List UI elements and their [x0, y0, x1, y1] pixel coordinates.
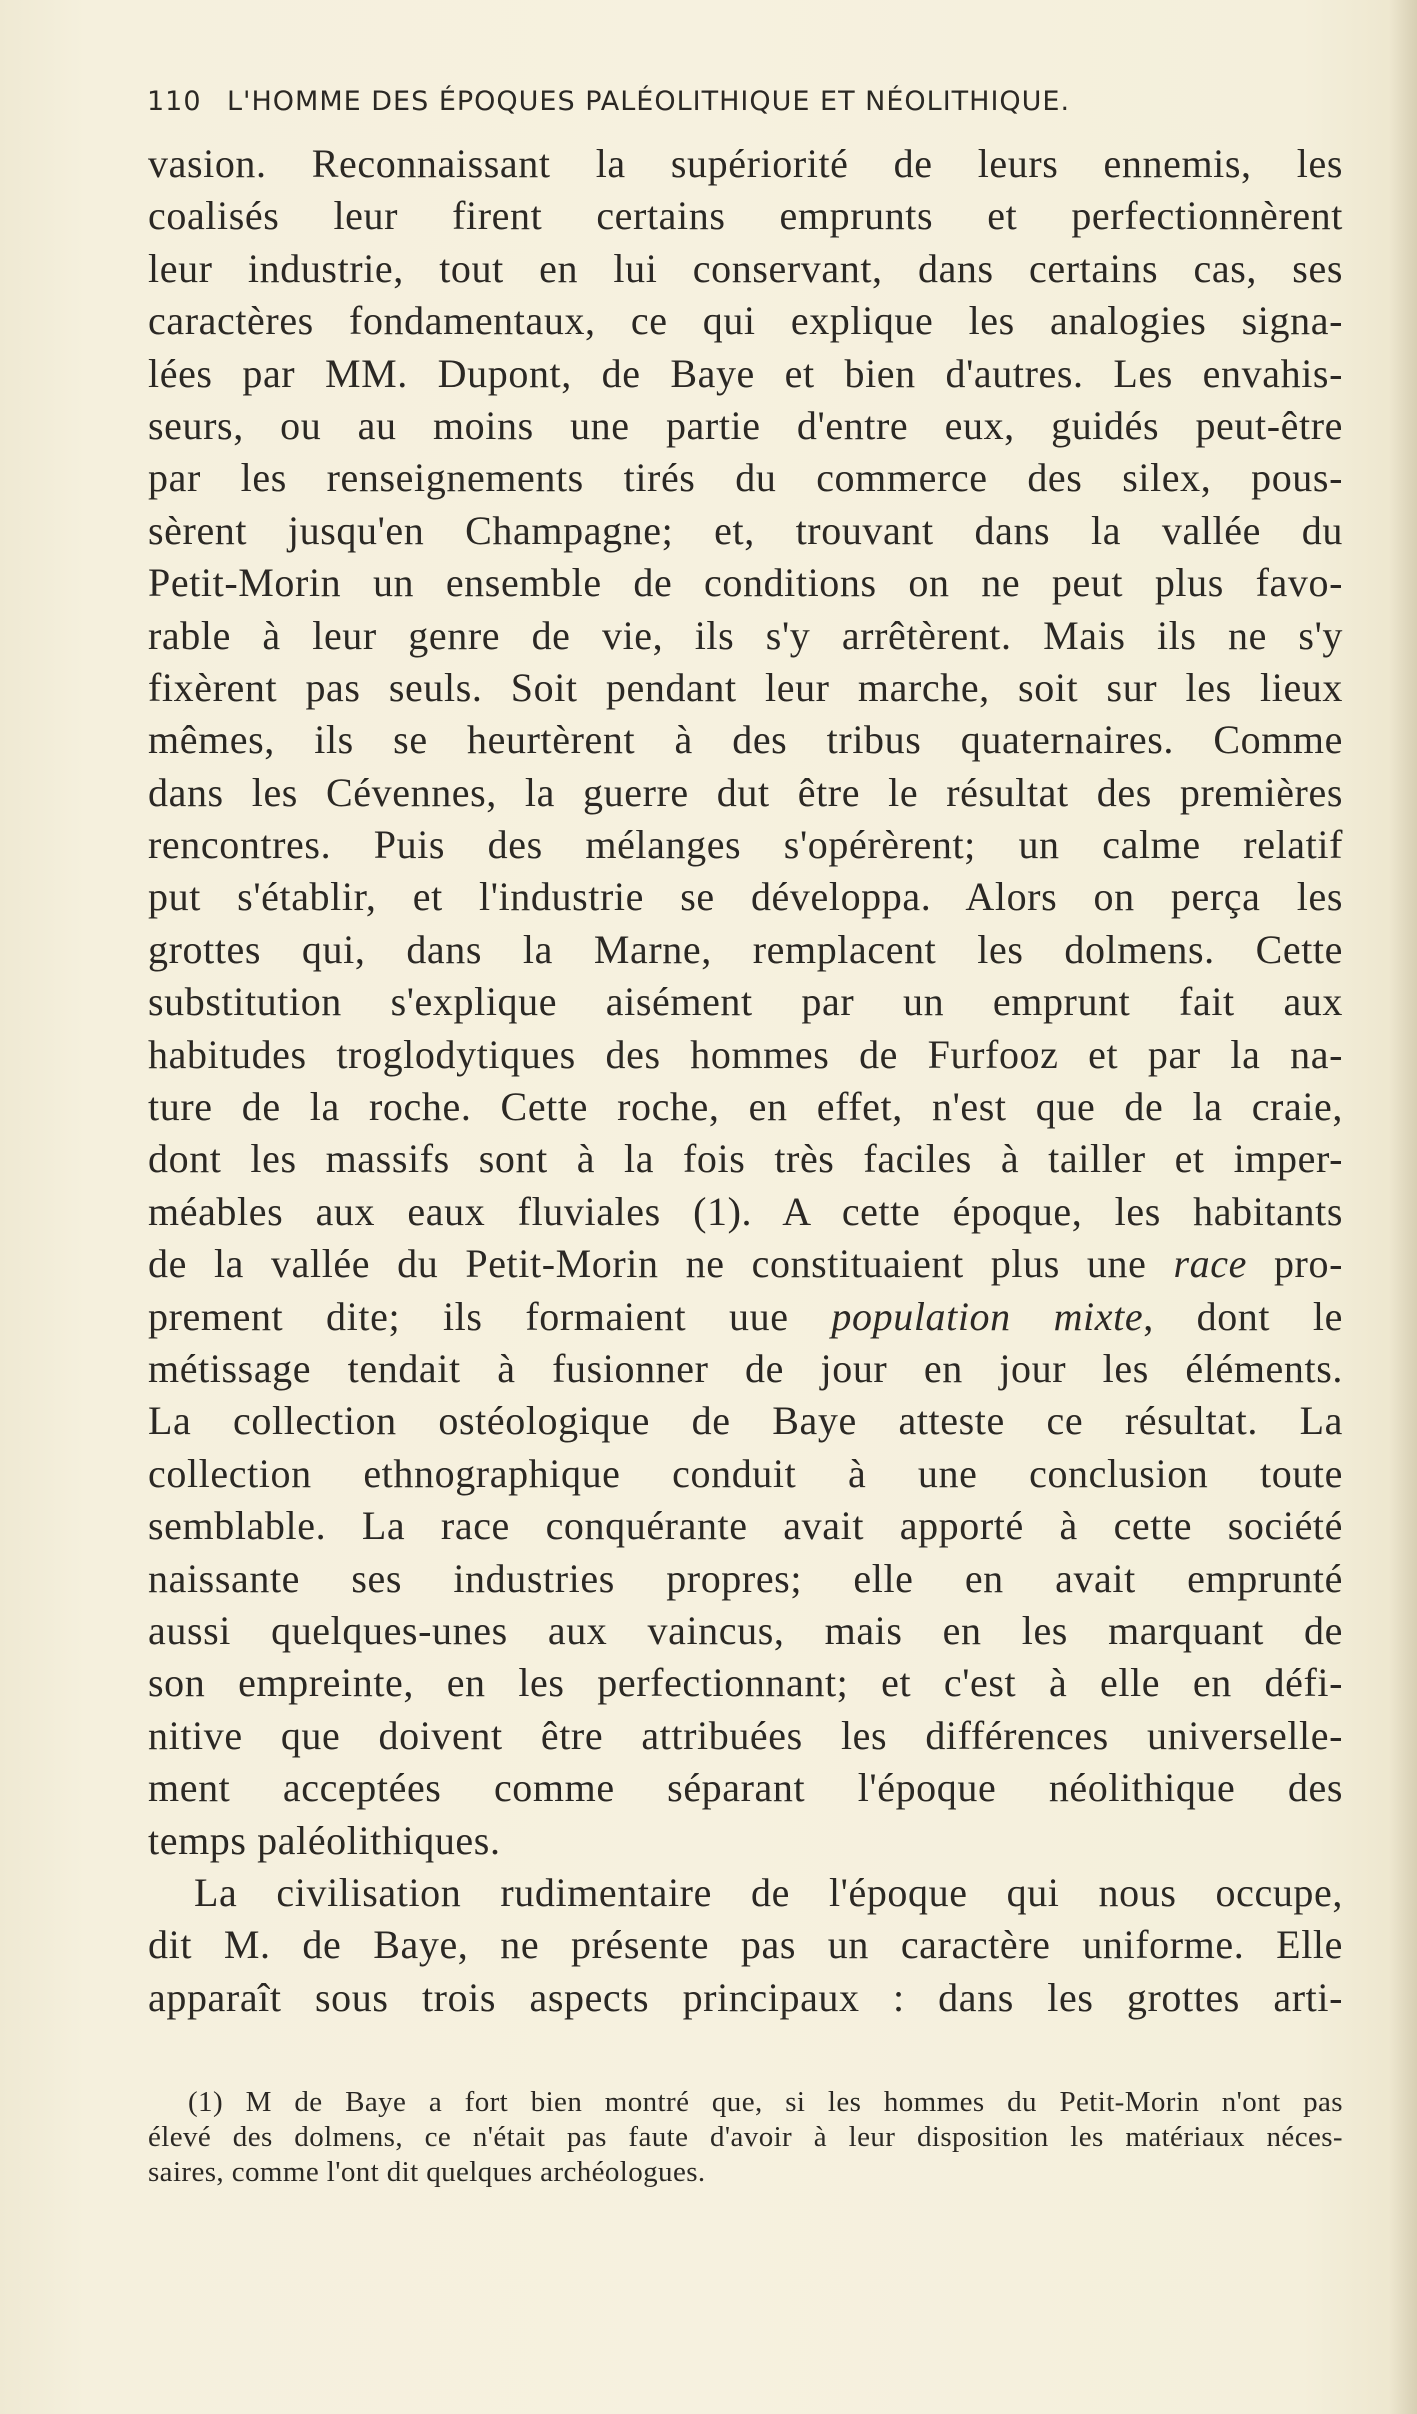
text-line-mixed — [148, 1291, 1343, 1343]
text-line: apparaît sous trois aspects principaux : dans les grottes arti- — [148, 1974, 1343, 2020]
text-line: leur industrie, tout en lui conservant, dans certains cas, ses — [148, 245, 1343, 291]
italic-race: race — [1173, 1241, 1247, 1287]
text-line: par les renseignements tirés du commerce des silex, pous- — [148, 455, 1343, 501]
text-line: méables aux eaux fluviales (1). A cette époque, les habitants — [148, 1188, 1343, 1234]
text-segment: prement dite; ils formaient uue — [148, 1293, 832, 1339]
text-line: vasion. Reconnaissant la supériorité de leurs ennemis, les — [148, 141, 1343, 186]
text-line: mêmes, ils se heurtèrent à des tribus quaternaires. Comme — [148, 717, 1343, 763]
main-text — [148, 138, 1343, 2024]
text-line: fixèrent pas seuls. Soit pendant leur marche, soit sur les lieux — [148, 664, 1343, 710]
footnote — [148, 2085, 1343, 2190]
text-line: métissage tendait à fusionner de jour en jour les éléments. — [148, 1345, 1343, 1391]
running-header — [147, 86, 1347, 117]
text-line: grottes qui, dans la Marne, remplacent les dolmens. Cette — [148, 926, 1343, 972]
text-line-mixed — [148, 1238, 1343, 1290]
page-edge-shadow — [1389, 0, 1417, 2414]
text-line: dans les Cévennes, la guerre dut être le résultat des premières — [148, 769, 1343, 815]
footnote-line: (1) M de Baye a fort bien montré que, si les hommes du Petit-Morin n'ont pas — [188, 2086, 1343, 2118]
text-line: Petit-Morin un ensemble de conditions on ne peut plus favo- — [148, 560, 1343, 606]
page-number: 110 — [147, 86, 202, 117]
text-line: dit M. de Baye, ne présente pas un caractère uniforme. Elle — [148, 1922, 1343, 1968]
text-line: aussi quelques-unes aux vaincus, mais en les marquant de — [148, 1607, 1343, 1653]
text-line: ment acceptées comme séparant l'époque néolithique des — [148, 1765, 1343, 1811]
text-line: rencontres. Puis des mélanges s'opérèrent; un calme relatif — [148, 822, 1343, 868]
text-line: seurs, ou au moins une partie d'entre eux, guidés peut-être — [148, 402, 1343, 448]
text-segment: pro- — [1246, 1241, 1343, 1287]
text-line: put s'établir, et l'industrie se développa. Alors on perça les — [148, 874, 1343, 920]
running-title: L'HOMME DES ÉPOQUES PALÉOLITHIQUE ET NÉOLITHIQUE. — [227, 86, 1071, 117]
text-line: lées par MM. Dupont, de Baye et bien d'autres. Les envahis- — [148, 350, 1343, 396]
text-line: naissante ses industries propres; elle en avait emprunté — [148, 1555, 1343, 1601]
text-line: semblable. La race conquérante avait apporté à cette société — [148, 1503, 1343, 1549]
text-line: temps paléolithiques. — [148, 1817, 501, 1863]
footnote-line: élevé des dolmens, ce n'était pas faute d'avoir à leur disposition les matériaux néces- — [148, 2121, 1343, 2153]
text-line: dont les massifs sont à la fois très faciles à tailler et imper- — [148, 1136, 1343, 1182]
text-line: nitive que doivent être attribuées les différences universelle- — [148, 1712, 1343, 1758]
text-line: coalisés leur firent certains emprunts et perfectionnèrent — [148, 193, 1343, 239]
text-line: caractères fondamentaux, ce qui explique les analogies signa- — [148, 298, 1343, 344]
text-line: collection ethnographique conduit à une conclusion toute — [148, 1450, 1343, 1496]
text-line: son empreinte, en les perfectionnant; et c'est à elle en défi- — [148, 1660, 1343, 1706]
text-segment: , dont le — [1143, 1293, 1343, 1339]
text-line: La civilisation rudimentaire de l'époque qui nous occupe, — [194, 1869, 1343, 1915]
italic-population-mixte: population mixte — [831, 1293, 1144, 1339]
text-line: La collection ostéologique de Baye atteste ce résultat. La — [148, 1398, 1343, 1444]
text-line: substitution s'explique aisément par un emprunt fait aux — [148, 979, 1343, 1025]
text-line: ture de la roche. Cette roche, en effet, n'est que de la craie, — [148, 1084, 1343, 1130]
text-line: habitudes troglodytiques des hommes de Furfooz et par la na- — [148, 1031, 1343, 1077]
text-line: rable à leur genre de vie, ils s'y arrêtèrent. Mais ils ne s'y — [148, 612, 1343, 658]
footnote-line: saires, comme l'ont dit quelques archéologues. — [148, 2156, 706, 2188]
text-segment: de la vallée du Petit-Morin ne constituaient plus une — [148, 1241, 1174, 1287]
text-line: sèrent jusqu'en Champagne; et, trouvant dans la vallée du — [148, 507, 1343, 553]
